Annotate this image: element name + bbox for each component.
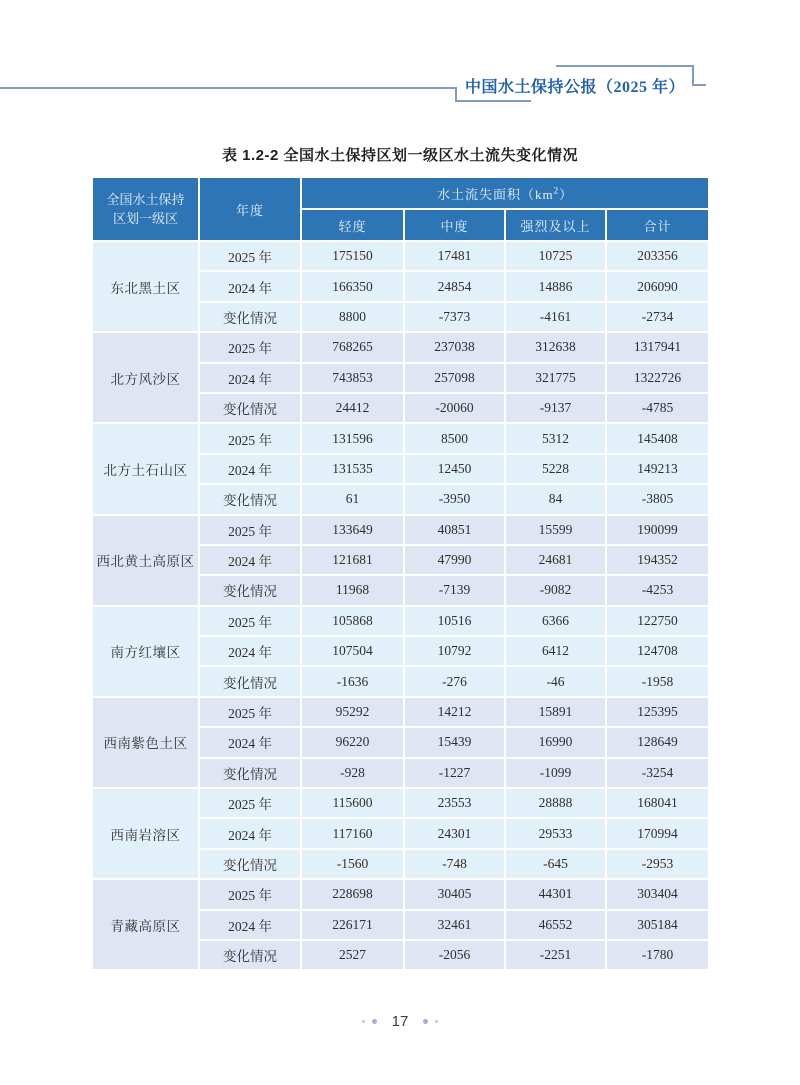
column-header-region xyxy=(93,178,200,242)
region-cell: 青藏高原区 xyxy=(93,880,200,971)
year-cell: 变化情况 xyxy=(200,759,302,789)
value-cell: -748 xyxy=(405,850,506,880)
value-cell: -2734 xyxy=(607,303,708,333)
value-cell: 15599 xyxy=(506,516,607,546)
value-cell: 321775 xyxy=(506,364,607,394)
value-cell: -276 xyxy=(405,667,506,697)
value-cell: -1099 xyxy=(506,759,607,789)
value-cell: 28888 xyxy=(506,789,607,819)
value-cell: 10725 xyxy=(506,242,607,272)
value-cell: 149213 xyxy=(607,455,708,485)
value-cell: -928 xyxy=(302,759,405,789)
value-cell: -1560 xyxy=(302,850,405,880)
value-cell: -4161 xyxy=(506,303,607,333)
table-row xyxy=(93,424,708,454)
value-cell: 29533 xyxy=(506,819,607,849)
value-cell: 107504 xyxy=(302,637,405,667)
page-footer xyxy=(0,1008,800,1034)
value-cell: 40851 xyxy=(405,516,506,546)
year-cell: 变化情况 xyxy=(200,576,302,606)
value-cell: 203356 xyxy=(607,242,708,272)
value-cell: 122750 xyxy=(607,607,708,637)
value-cell: 2527 xyxy=(302,941,405,971)
region-cell: 北方风沙区 xyxy=(93,333,200,424)
value-cell: 1317941 xyxy=(607,333,708,363)
value-cell: 8500 xyxy=(405,424,506,454)
value-cell: 257098 xyxy=(405,364,506,394)
value-cell: -3254 xyxy=(607,759,708,789)
page-number: 17 xyxy=(391,1012,409,1030)
value-cell: 24412 xyxy=(302,394,405,424)
header-rule-left xyxy=(0,87,456,89)
table-header xyxy=(93,178,708,242)
value-cell: 23553 xyxy=(405,789,506,819)
footer-dot-left-large xyxy=(372,1019,377,1024)
value-cell: 30405 xyxy=(405,880,506,910)
value-cell: 170994 xyxy=(607,819,708,849)
value-cell: 117160 xyxy=(302,819,405,849)
column-header-total: 合计 xyxy=(607,210,708,242)
value-cell: 14212 xyxy=(405,698,506,728)
value-cell: -20060 xyxy=(405,394,506,424)
year-cell: 2025 年 xyxy=(200,333,302,363)
year-cell: 变化情况 xyxy=(200,394,302,424)
value-cell: 10792 xyxy=(405,637,506,667)
value-cell: -1780 xyxy=(607,941,708,971)
year-cell: 2024 年 xyxy=(200,364,302,394)
year-cell: 2024 年 xyxy=(200,455,302,485)
year-cell: 2025 年 xyxy=(200,880,302,910)
column-header-erosion-area xyxy=(302,178,708,210)
value-cell: -2056 xyxy=(405,941,506,971)
year-cell: 2025 年 xyxy=(200,242,302,272)
column-header-year: 年度 xyxy=(200,178,302,242)
region-cell: 南方红壤区 xyxy=(93,607,200,698)
value-cell: 24301 xyxy=(405,819,506,849)
value-cell: 12450 xyxy=(405,455,506,485)
footer-dot-left-small xyxy=(362,1020,365,1023)
km-superscript: 2 xyxy=(553,185,560,196)
region-cell: 西南紫色土区 xyxy=(93,698,200,789)
year-cell: 2025 年 xyxy=(200,607,302,637)
value-cell: 131596 xyxy=(302,424,405,454)
year-cell: 2024 年 xyxy=(200,819,302,849)
header-rule-step-horizontal xyxy=(455,100,531,102)
value-cell: 24681 xyxy=(506,546,607,576)
region-cell: 西北黄土高原区 xyxy=(93,516,200,607)
year-cell: 2025 年 xyxy=(200,789,302,819)
erosion-area-label: 水土流失面积（km xyxy=(436,186,554,202)
value-cell: 125395 xyxy=(607,698,708,728)
column-header-region-line2: 区划一级区 xyxy=(112,211,178,226)
value-cell: -2953 xyxy=(607,850,708,880)
region-cell: 东北黑土区 xyxy=(93,242,200,333)
value-cell: -3950 xyxy=(405,485,506,515)
value-cell: 237038 xyxy=(405,333,506,363)
value-cell: 44301 xyxy=(506,880,607,910)
value-cell: 743853 xyxy=(302,364,405,394)
table-row xyxy=(93,242,708,272)
report-header-title: 中国水土保持公报（2025 年） xyxy=(464,79,685,96)
value-cell: 24854 xyxy=(405,272,506,302)
column-header-intense: 强烈及以上 xyxy=(506,210,607,242)
value-cell: 15439 xyxy=(405,728,506,758)
value-cell: 84 xyxy=(506,485,607,515)
value-cell: 190099 xyxy=(607,516,708,546)
value-cell: 226171 xyxy=(302,911,405,941)
value-cell: 175150 xyxy=(302,242,405,272)
year-cell: 变化情况 xyxy=(200,667,302,697)
value-cell: -9082 xyxy=(506,576,607,606)
erosion-change-table xyxy=(93,178,708,971)
year-cell: 2024 年 xyxy=(200,728,302,758)
table-body xyxy=(93,242,708,971)
year-cell: 2025 年 xyxy=(200,516,302,546)
value-cell: -46 xyxy=(506,667,607,697)
value-cell: 768265 xyxy=(302,333,405,363)
value-cell: -4253 xyxy=(607,576,708,606)
value-cell: -9137 xyxy=(506,394,607,424)
value-cell: 128649 xyxy=(607,728,708,758)
value-cell: 168041 xyxy=(607,789,708,819)
value-cell: 11968 xyxy=(302,576,405,606)
value-cell: -1958 xyxy=(607,667,708,697)
value-cell: 47990 xyxy=(405,546,506,576)
value-cell: 5228 xyxy=(506,455,607,485)
year-cell: 变化情况 xyxy=(200,303,302,333)
year-cell: 2024 年 xyxy=(200,272,302,302)
column-header-light: 轻度 xyxy=(302,210,405,242)
value-cell: 16990 xyxy=(506,728,607,758)
year-cell: 变化情况 xyxy=(200,941,302,971)
value-cell: 1322726 xyxy=(607,364,708,394)
value-cell: 124708 xyxy=(607,637,708,667)
header-rule-right-top xyxy=(556,65,694,67)
table-row xyxy=(93,516,708,546)
year-cell: 2024 年 xyxy=(200,911,302,941)
value-cell: 145408 xyxy=(607,424,708,454)
value-cell: 115600 xyxy=(302,789,405,819)
table-row xyxy=(93,607,708,637)
value-cell: 14886 xyxy=(506,272,607,302)
value-cell: 61 xyxy=(302,485,405,515)
value-cell: 32461 xyxy=(405,911,506,941)
erosion-area-label-close: ） xyxy=(559,186,574,202)
year-cell: 2025 年 xyxy=(200,698,302,728)
value-cell: -3805 xyxy=(607,485,708,515)
value-cell: 95292 xyxy=(302,698,405,728)
footer-dot-right-large xyxy=(423,1019,428,1024)
column-header-region-line1: 全国水土保持 xyxy=(106,192,185,207)
value-cell: 131535 xyxy=(302,455,405,485)
value-cell: 105868 xyxy=(302,607,405,637)
value-cell: 305184 xyxy=(607,911,708,941)
value-cell: 228698 xyxy=(302,880,405,910)
value-cell: 46552 xyxy=(506,911,607,941)
value-cell: 17481 xyxy=(405,242,506,272)
value-cell: 121681 xyxy=(302,546,405,576)
value-cell: -645 xyxy=(506,850,607,880)
value-cell: 15891 xyxy=(506,698,607,728)
table-caption: 表 1.2-2 全国水土保持区划一级区水土流失变化情况 xyxy=(221,147,579,164)
year-cell: 变化情况 xyxy=(200,850,302,880)
value-cell: -7373 xyxy=(405,303,506,333)
value-cell: 133649 xyxy=(302,516,405,546)
value-cell: 5312 xyxy=(506,424,607,454)
value-cell: 303404 xyxy=(607,880,708,910)
value-cell: 6366 xyxy=(506,607,607,637)
region-cell: 北方土石山区 xyxy=(93,424,200,515)
year-cell: 变化情况 xyxy=(200,485,302,515)
table-row xyxy=(93,880,708,910)
value-cell: 194352 xyxy=(607,546,708,576)
value-cell: -7139 xyxy=(405,576,506,606)
value-cell: -1227 xyxy=(405,759,506,789)
value-cell: -2251 xyxy=(506,941,607,971)
value-cell: 166350 xyxy=(302,272,405,302)
year-cell: 2025 年 xyxy=(200,424,302,454)
table-row xyxy=(93,333,708,363)
value-cell: 6412 xyxy=(506,637,607,667)
region-cell: 西南岩溶区 xyxy=(93,789,200,880)
table-row xyxy=(93,698,708,728)
value-cell: -1636 xyxy=(302,667,405,697)
value-cell: -4785 xyxy=(607,394,708,424)
value-cell: 206090 xyxy=(607,272,708,302)
column-header-moderate: 中度 xyxy=(405,210,506,242)
table-row xyxy=(93,789,708,819)
year-cell: 2024 年 xyxy=(200,637,302,667)
year-cell: 2024 年 xyxy=(200,546,302,576)
value-cell: 312638 xyxy=(506,333,607,363)
value-cell: 8800 xyxy=(302,303,405,333)
value-cell: 96220 xyxy=(302,728,405,758)
value-cell: 10516 xyxy=(405,607,506,637)
footer-dot-right-small xyxy=(435,1020,438,1023)
